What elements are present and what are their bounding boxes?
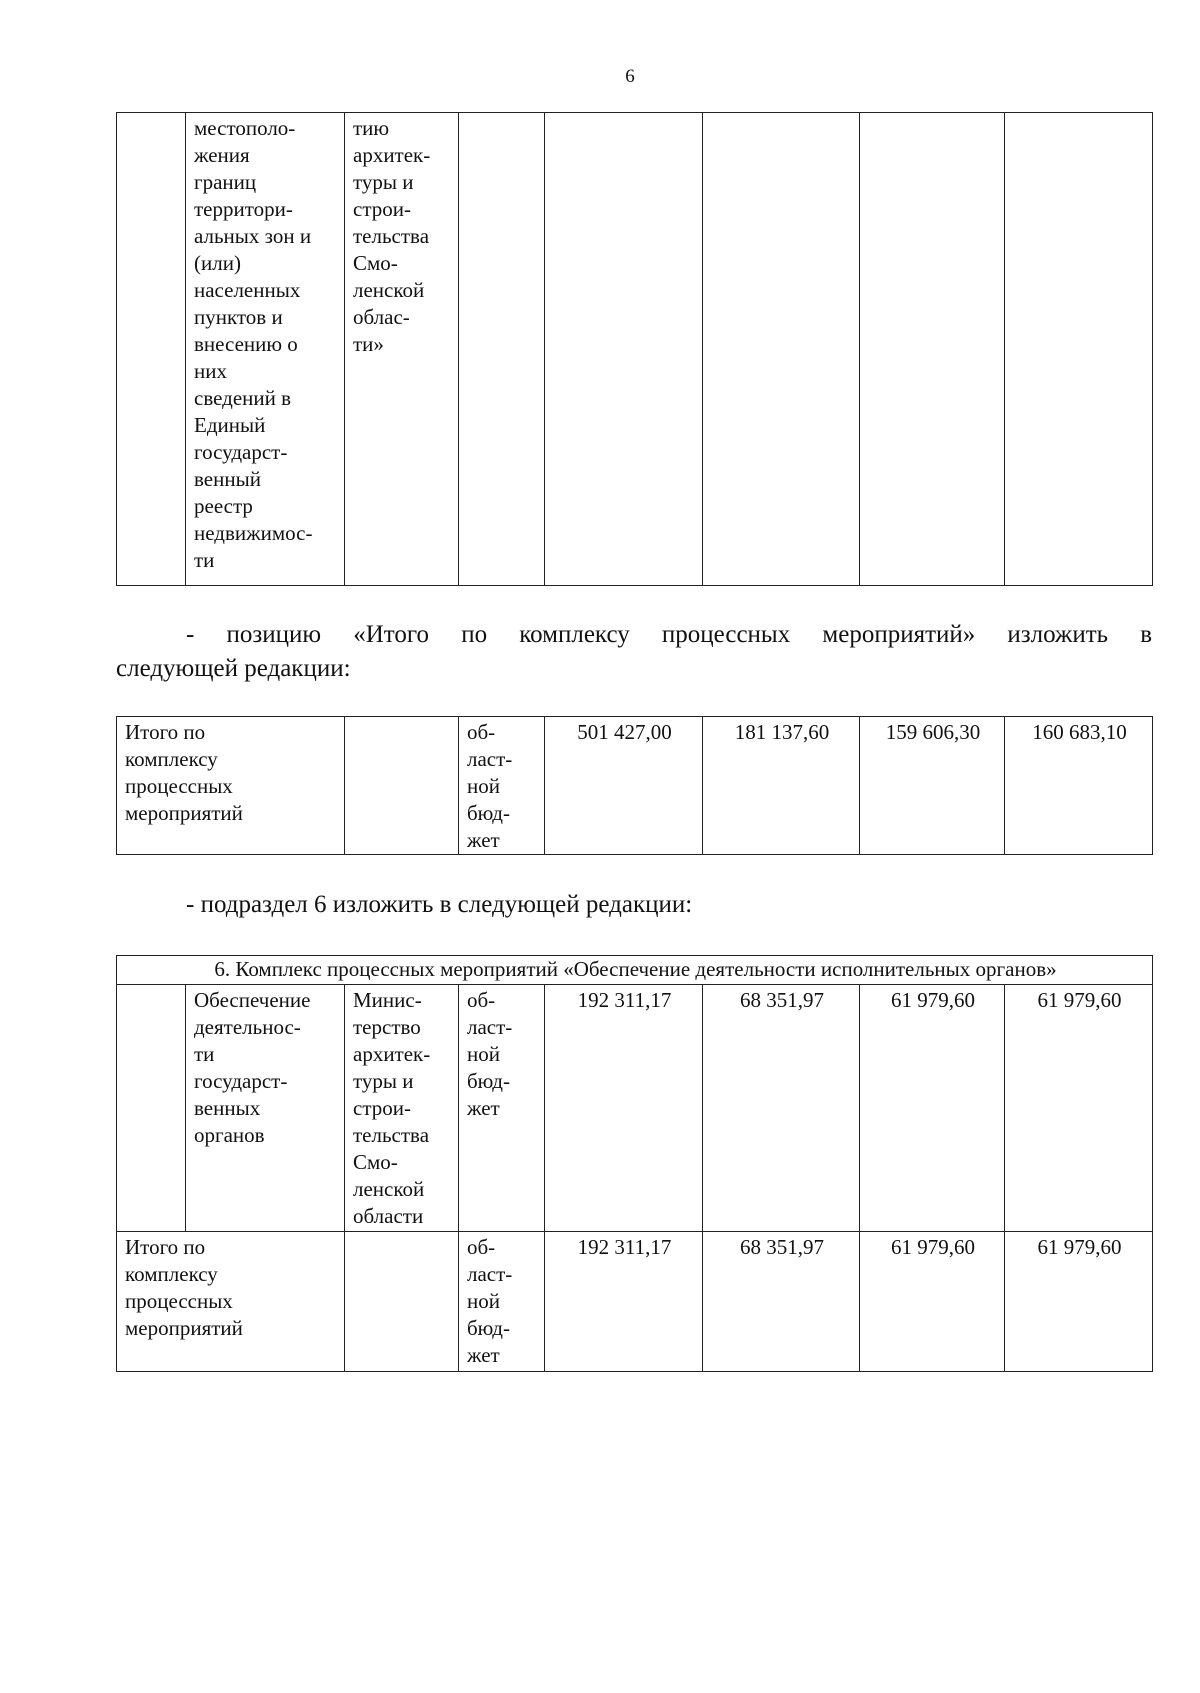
row1-number-cell [117, 985, 186, 1232]
total-table [116, 716, 1153, 855]
total2-source-cell: об- ласт- ной бюд- жет [459, 1232, 545, 1372]
total2-label-cell: Итого по комплексу процессных мероприятий [117, 1232, 345, 1372]
cell-empty-8 [1005, 113, 1153, 586]
row1-value-2: 68 351,97 [703, 985, 860, 1232]
total-source-cell: об- ласт- ной бюд- жет [459, 717, 545, 855]
cell-empty-4 [459, 113, 545, 586]
cell-empty-6 [703, 113, 860, 586]
subsection-6-table [116, 955, 1153, 1372]
row1-value-3: 61 979,60 [860, 985, 1005, 1232]
cell-empty-1 [117, 113, 186, 586]
row1-source-cell: об- ласт- ной бюд- жет [459, 985, 545, 1232]
executor-cell: тию архитек- туры и строи- тельства Смо- ленской облас- ти» [345, 113, 459, 586]
row1-executor-cell: Минис- терство архитек- туры и строи- тельства Смо- ленской области [345, 985, 459, 1232]
total2-value-2: 68 351,97 [703, 1232, 860, 1372]
total-label-cell: Итого по комплексу процессных мероприятий [117, 717, 345, 855]
total-value-4: 160 683,10 [1005, 717, 1153, 855]
total2-empty-cell [345, 1232, 459, 1372]
row1-name-cell: Обеспечение деятельнос- ти государст- венных органов [186, 985, 345, 1232]
total-value-2: 181 137,60 [703, 717, 860, 855]
paragraph-line-2: следующей редакции: [116, 655, 351, 682]
total-value-3: 159 606,30 [860, 717, 1005, 855]
cell-empty-7 [860, 113, 1005, 586]
total-value-1: 501 427,00 [545, 717, 703, 855]
paragraph-position-total [116, 618, 1152, 686]
row1-value-4: 61 979,60 [1005, 985, 1153, 1232]
total-empty-cell [345, 717, 459, 855]
subsection-header: 6. Комплекс процессных мероприятий «Обеспечение деятельности исполнительных органов» [117, 956, 1153, 985]
paragraph-line-1: - позицию «Итого по комплексу процессных мероприятий» изложить в [186, 621, 1152, 648]
total2-value-4: 61 979,60 [1005, 1232, 1153, 1372]
row1-value-1: 192 311,17 [545, 985, 703, 1232]
total2-value-3: 61 979,60 [860, 1232, 1005, 1372]
cell-empty-5 [545, 113, 703, 586]
paragraph-subsection-6 [186, 888, 692, 922]
total2-value-1: 192 311,17 [545, 1232, 703, 1372]
page-number: 6 [625, 66, 635, 87]
event-name-cell: местополо- жения границ территори- альных зон и (или) населенных пунктов и внесению о них сведений в Единый государст- венный реестр недвижимос- ти [186, 113, 345, 586]
continuation-table [116, 112, 1153, 586]
paragraph-2-text: - подраздел 6 изложить в следующей редакции: [186, 891, 693, 918]
